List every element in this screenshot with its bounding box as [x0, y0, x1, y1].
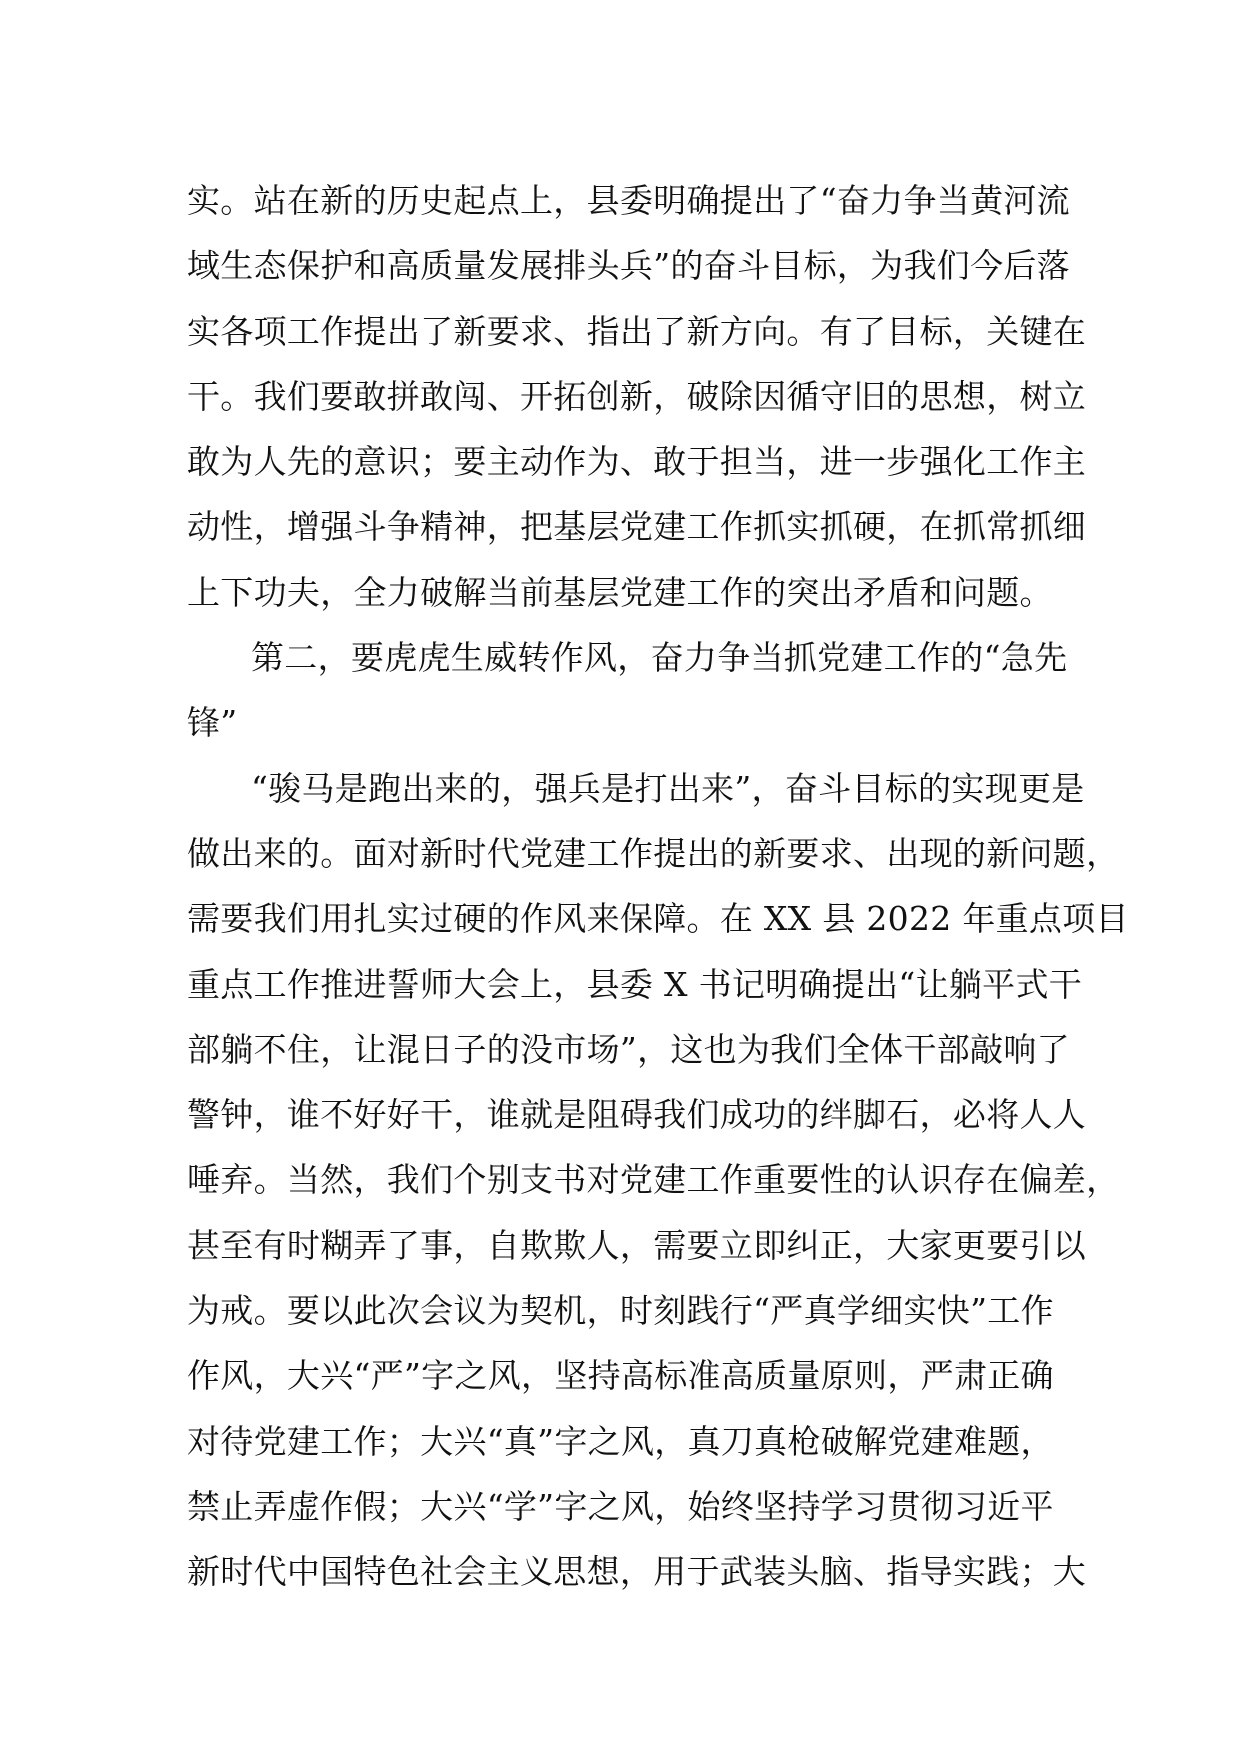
text-line: 警钟，谁不好好干，谁就是阻碍我们成功的绊脚石，必将人人 [187, 1095, 1087, 1135]
section-heading-line: 锋” [187, 703, 238, 743]
text-line: 为戒。要以此次会议为契机，时刻践行“严真学细实快”工作 [187, 1291, 1054, 1331]
text-line: 上下功夫，全力破解当前基层党建工作的突出矛盾和问题。 [187, 572, 1053, 612]
text-line: 禁止弄虚作假；大兴“学”字之风，始终坚持学习贯彻习近平 [187, 1486, 1054, 1526]
body-text [187, 168, 1129, 1605]
text-line: 作风，大兴“严”字之风，坚持高标准高质量原则，严肃正确 [187, 1356, 1054, 1396]
text-line: 实。站在新的历史起点上，县委明确提出了“奋力争当黄河流 [187, 181, 1070, 220]
text-line: 域生态保护和高质量发展排头兵”的奋斗目标，为我们今后落 [187, 246, 1070, 286]
text-line: 对待党建工作；大兴“真”字之风，真刀真枪破解党建难题， [187, 1421, 1054, 1461]
text-line: 做出来的。面对新时代党建工作提出的新要求、出现的新问题， [187, 833, 1120, 873]
text-line: “骏马是跑出来的，强兵是打出来”，奋斗目标的实现更是 [251, 768, 1085, 808]
text-line: 干。我们要敢拼敢闯、开拓创新，破除因循守旧的思想，树立 [187, 376, 1087, 416]
text-line: 实各项工作提出了新要求、指出了新方向。有了目标，关键在 [187, 311, 1087, 351]
text-line: 需要我们用扎实过硬的作风来保障。在 XX 县 2022 年重点项目 [187, 899, 1129, 939]
section-heading-line: 第二，要虎虎生威转作风，奋力争当抓党建工作的“急先 [251, 638, 1068, 678]
text-line: 动性，增强斗争精神，把基层党建工作抓实抓硬，在抓常抓细 [187, 507, 1087, 547]
text-line: 敢为人先的意识；要主动作为、敢于担当，进一步强化工作主 [187, 442, 1087, 482]
text-line: 唾弃。当然，我们个别支书对党建工作重要性的认识存在偏差， [187, 1160, 1120, 1200]
text-line: 部躺不住，让混日子的没市场”，这也为我们全体干部敲响了 [187, 1029, 1070, 1069]
text-line: 新时代中国特色社会主义思想，用于武装头脑、指导实践；大 [187, 1552, 1087, 1592]
text-line: 重点工作推进誓师大会上，县委 X 书记明确提出“让躺平式干 [187, 964, 1083, 1004]
text-line: 甚至有时糊弄了事，自欺欺人，需要立即纠正，大家更要引以 [187, 1225, 1087, 1265]
